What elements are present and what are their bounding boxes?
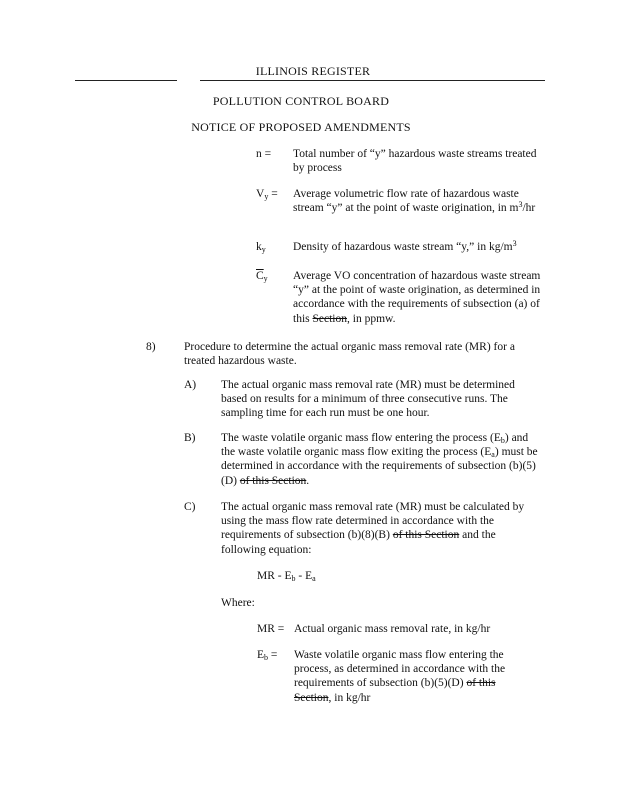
def-mr-text: Actual organic mass removal rate, in kg/hr xyxy=(294,623,491,635)
notice-title: NOTICE OF PROPOSED AMENDMENTS xyxy=(191,120,411,134)
item-8-number: 8) xyxy=(146,341,156,353)
def-c-text: Average VO concentration of hazardous waste stream “y” at the point of waste origination, as determined in accordance with the requirements of subsection (a) of this Section, in ppmw. xyxy=(293,270,541,325)
header-rule-left xyxy=(75,80,177,81)
def-c-symbol: $\overline{C}_y$ xyxy=(256,270,268,283)
item-8b-text: The waste volatile organic mass flow entering the process $(E_b)$ and the waste volatile organic mass flow exiting the process $(E_a)$ must be determined in accordance with the requirements of subsection (b)(5)(D) of this Section. xyxy=(221,432,538,487)
item-8b-label: B) xyxy=(184,432,196,444)
def-eb-text: Waste volatile organic mass flow entering the process, as determined in accordance with the requirements of subsection (b)(5)(D) of this Section, in kg/hr xyxy=(294,649,506,704)
def-eb-symbol: $E_b$ = xyxy=(257,649,278,662)
item-8c-label: C) xyxy=(184,501,196,513)
register-title: ILLINOIS REGISTER xyxy=(255,64,371,78)
item-8c-text: The actual organic mass removal rate (MR) must be calculated by using the mass flow rate determined in accordance with the requirements of subsection (b)(8)(B) of this Section and the following equation: xyxy=(221,501,525,556)
where-label: Where: xyxy=(221,597,255,609)
def-n-symbol: n = xyxy=(256,148,272,160)
def-mr-symbol: MR = xyxy=(257,623,285,635)
def-n-text: Total number of “y” hazardous waste streams treated by process xyxy=(293,148,537,175)
item-8a-text: The actual organic mass removal rate (MR) must be determined based on results for a minimum of three consecutive runs. The sampling time for each run must be one hour. xyxy=(221,379,515,420)
item-8-text: Procedure to determine the actual organic mass removal rate (MR) for a treated hazardous waste. xyxy=(184,341,515,368)
equation-mr: MR - $E_b - E_a$ xyxy=(257,570,316,583)
def-v-symbol: $V_y$ = xyxy=(256,188,278,201)
board-title: POLLUTION CONTROL BOARD xyxy=(212,94,390,108)
def-k-symbol: $k_y$ xyxy=(256,241,266,254)
def-k-text: Density of hazardous waste stream “y,” in $kg/m^3$ xyxy=(293,239,517,253)
item-8a-label: A) xyxy=(184,379,197,391)
def-v-text: Average volumetric flow rate of hazardous waste stream “y” at the point of waste origination, in $m^3/hr$ xyxy=(293,188,536,215)
header-rule-right xyxy=(200,80,545,81)
